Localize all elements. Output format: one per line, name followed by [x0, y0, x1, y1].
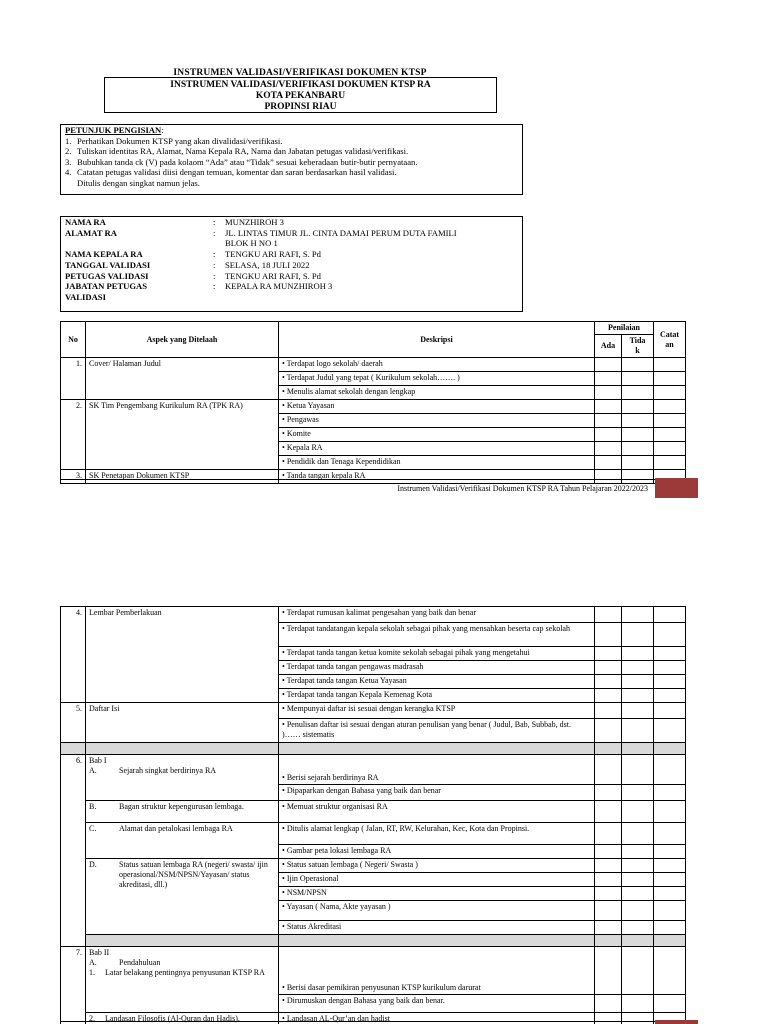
label-nama-ra: NAMA RA [65, 217, 106, 227]
tidak-checkbox[interactable] [622, 823, 654, 845]
catatan-line-2: an [665, 339, 674, 349]
bottom-accent-block [655, 1020, 698, 1024]
tidak-checkbox[interactable] [622, 785, 654, 801]
ada-checkbox[interactable] [595, 623, 622, 647]
tidak-checkbox[interactable] [622, 689, 654, 703]
description-cell: • Penulisan daftar isi sesuai dengan aturan penulisan yang benar ( Judul, Bab, Subbab, dst. )…… sistematis [279, 719, 595, 743]
sub-number: 2. [89, 1014, 95, 1023]
header-no: No [61, 322, 86, 358]
alamat-line-2: BLOK H NO 1 [225, 238, 278, 249]
instruction-item [65, 167, 518, 178]
table-row [61, 859, 686, 873]
sub-aspect-text: Sejarah singkat berdirinya RA [119, 766, 217, 775]
table-row [61, 755, 686, 785]
value-alamat-ra [225, 228, 518, 249]
instruction-text: Bubuhkan tanda ck (V) pada kolaom “Ada” atau “Tidak” sesuai keberadaan butir-butir pernyataan. [77, 156, 418, 167]
description-cell: • Terdapat tanda tangan Kepala Kemenag Kota [279, 689, 595, 703]
description-cell: • Status satuan lembaga ( Negeri/ Swasta ) [279, 859, 595, 873]
jabatan-label-line-2: VALIDASI [65, 291, 106, 302]
sub-letter: A. [89, 958, 97, 967]
footer-accent-block [655, 478, 698, 498]
tidak-checkbox[interactable] [622, 887, 654, 901]
description-cell: • Dipaparkan dengan Bahasa yang baik dan benar [279, 785, 595, 801]
separator: : [213, 281, 216, 292]
description-text: Terdapat tanda tangan ketua komite sekolah sebagai pihak yang mengetahui [286, 648, 530, 657]
tidak-checkbox[interactable] [622, 845, 654, 859]
tidak-checkbox[interactable] [622, 607, 654, 623]
title-box [104, 77, 497, 113]
description-text: Status Akreditasi [286, 922, 342, 931]
title-line-1: INSTRUMEN VALIDASI/VERIFIKASI DOKUMEN KTSP RA [170, 80, 431, 90]
sub-aspect-text: Pendahuluan [119, 958, 161, 967]
catatan-field[interactable] [654, 442, 686, 456]
tidak-checkbox[interactable] [622, 661, 654, 675]
chapter-label: Bab II [89, 948, 110, 957]
description-cell: • Terdapat tanda tangan ketua komite sekolah sebagai pihak yang mengetahui [279, 647, 595, 661]
title-line-3: PROPINSI RIAU [264, 102, 337, 112]
tidak-checkbox[interactable] [622, 1013, 654, 1024]
label-alamat-ra: ALAMAT RA [65, 227, 117, 238]
description-text: Dirumuskan dengan Bahasa yang baik dan benar. [286, 996, 445, 1005]
sub-aspect-text: Alamat dan petalokasi lembaga RA [119, 824, 233, 833]
tidak-line-1: Tida [629, 336, 646, 345]
instruction-continuation: Ditulis dengan singkat namun jelas. [77, 177, 200, 188]
table-row [61, 400, 686, 414]
title-line-2: KOTA PEKANBARU [255, 91, 346, 101]
tidak-checkbox[interactable] [622, 428, 654, 442]
header-penilaian: Penilaian [595, 322, 654, 335]
document-title: INSTRUMEN VALIDASI/VERIFIKASI DOKUMEN KTSP [173, 68, 427, 78]
catatan-field[interactable] [654, 947, 686, 995]
aspect-cell [86, 1013, 279, 1024]
description-cell: • Terdapat tanda tangan Ketua Yayasan [279, 675, 595, 689]
row-number: 6. [61, 755, 86, 947]
catatan-field[interactable] [654, 873, 686, 887]
description-text: Pendidik dan Tenaga Kependidikan [286, 457, 401, 466]
description-text: Komite [286, 429, 311, 438]
table-row [61, 703, 686, 719]
ada-checkbox[interactable] [595, 675, 622, 689]
aspect-cell [86, 823, 279, 859]
ada-checkbox[interactable] [595, 801, 622, 823]
separator: : [213, 270, 216, 281]
catatan-field[interactable] [654, 623, 686, 647]
ada-checkbox[interactable] [595, 873, 622, 887]
ada-checkbox[interactable] [595, 647, 622, 661]
description-text: Landasan AL-Qur’an dan hadist [286, 1014, 390, 1023]
separator: : [213, 259, 216, 270]
tidak-checkbox[interactable] [622, 947, 654, 995]
description-cell: • Ditulis alamat lengkap ( Jalan, RT, RW, Kelurahan, Kec, Kota dan Propinsi. [279, 823, 595, 845]
catatan-field[interactable] [654, 647, 686, 661]
header-deskripsi: Deskripsi [279, 322, 595, 358]
footer-text: Instrumen Validasi/Verifikasi Dokumen KTSP RA Tahun Pelajaran 2022/2023 [397, 484, 648, 493]
catatan-field[interactable] [654, 995, 686, 1013]
description-text: Dipaparkan dengan Bahasa yang baik dan benar [286, 786, 441, 795]
ada-checkbox[interactable] [595, 921, 622, 935]
description-text: Terdapat rumusan kalimat pengesahan yang baik dan benar [286, 608, 477, 617]
row-number: 4. [61, 607, 86, 703]
label-petugas-validasi: PETUGAS VALIDASI [65, 270, 149, 281]
tidak-checkbox[interactable] [622, 675, 654, 689]
ada-checkbox[interactable] [595, 442, 622, 456]
header-tidak [622, 335, 654, 358]
instruction-item [65, 136, 518, 147]
ada-checkbox[interactable] [595, 607, 622, 623]
tidak-checkbox[interactable] [622, 400, 654, 414]
ada-checkbox[interactable] [595, 1013, 622, 1024]
instruction-number: 2. [65, 146, 72, 157]
instruction-item [65, 157, 518, 168]
catatan-field[interactable] [654, 703, 686, 719]
ada-checkbox[interactable] [595, 372, 622, 386]
tidak-checkbox[interactable] [622, 372, 654, 386]
catatan-field[interactable] [654, 358, 686, 372]
ada-checkbox[interactable] [595, 661, 622, 675]
row-number: 3. [61, 470, 86, 484]
separator: : [213, 249, 216, 260]
header-catatan [654, 322, 686, 358]
description-cell: • Kepala RA [279, 442, 595, 456]
description-text: Tanda tangan kepala RA [286, 471, 366, 480]
tidak-checkbox[interactable] [622, 801, 654, 823]
separator-row [61, 743, 686, 755]
description-text: Terdapat tanda tangan Ketua Yayasan [286, 676, 407, 685]
tidak-checkbox[interactable] [622, 623, 654, 647]
ada-checkbox[interactable] [595, 845, 622, 859]
table-row [61, 947, 686, 995]
ada-checkbox[interactable] [595, 400, 622, 414]
ada-checkbox[interactable] [595, 995, 622, 1013]
description-cell: • Komite [279, 428, 595, 442]
label-jabatan-petugas [65, 281, 213, 302]
tidak-checkbox[interactable] [622, 995, 654, 1013]
catatan-field[interactable] [654, 901, 686, 921]
description-cell: • Terdapat tanda tangan pengawas madrasah [279, 661, 595, 675]
validation-table-page-1 [60, 321, 686, 484]
description-text: Ketua Yayasan [286, 401, 335, 410]
aspect-cell: Cover/ Halaman Judul [86, 358, 279, 400]
description-cell: • Terdapat tandatangan kepala sekolah sebagai pihak yang mensahkan beserta cap sekolah [279, 623, 595, 647]
tidak-checkbox[interactable] [622, 414, 654, 428]
separator-row [61, 935, 686, 947]
description-cell: • Memuat struktur organisasi RA [279, 801, 595, 823]
description-text: Menulis alamat sekolah dengan lengkap [286, 387, 416, 396]
sub-number: 1. [89, 968, 95, 977]
tidak-checkbox[interactable] [622, 647, 654, 661]
tidak-checkbox[interactable] [622, 719, 654, 743]
instruction-text: Catatan petugas validasi diisi dengan temuan, komentar dan saran berdasarkan hasil validasi. [77, 167, 397, 178]
catatan-line-1: Catat [659, 329, 680, 339]
sub-aspect-text: Bagan struktur kepengurusan lembaga. [119, 802, 244, 811]
separator: : [213, 227, 216, 238]
description-text: Berisi sejarah berdirinya RA [286, 773, 379, 782]
instruction-text: Perhatikan Dokumen KTSP yang akan divalidasi/verifikasi. [77, 135, 283, 146]
value-kepala-ra: TENGKU ARI RAFI, S. Pd [225, 249, 321, 260]
value-nama-ra: MUNZHIROH 3 [225, 217, 284, 227]
ada-checkbox[interactable] [595, 823, 622, 845]
catatan-field[interactable] [654, 414, 686, 428]
description-text: Terdapat tandatangan kepala sekolah sebagai pihak yang mensahkan beserta cap sekolah [286, 624, 570, 633]
ada-checkbox[interactable] [595, 947, 622, 995]
table-row [61, 607, 686, 623]
ada-checkbox[interactable] [595, 901, 622, 921]
row-number: 5. [61, 703, 86, 743]
ada-checkbox[interactable] [595, 703, 622, 719]
label-tanggal-validasi: TANGGAL VALIDASI [65, 259, 151, 270]
row-number: 7. [61, 947, 86, 1024]
instruction-item [65, 146, 518, 157]
description-cell: • Ketua Yayasan [279, 400, 595, 414]
description-text: Ditulis alamat lengkap ( Jalan, RT, RW, Kelurahan, Kec, Kota dan Propinsi. [286, 824, 530, 833]
ada-checkbox[interactable] [595, 689, 622, 703]
aspect-cell [86, 859, 279, 935]
instruction-number: 4. [65, 167, 72, 178]
tidak-line-2: k [635, 346, 640, 355]
description-text: Memuat struktur organisasi RA [286, 802, 388, 811]
description-cell: • Yayasan ( Nama, Akte yayasan ) [279, 901, 595, 921]
separator: : [213, 217, 216, 227]
instruction-number: 1. [65, 135, 72, 146]
table-row [61, 1013, 686, 1024]
aspect-cell: Daftar Isi [86, 703, 279, 743]
table-row [61, 823, 686, 845]
tidak-checkbox[interactable] [622, 859, 654, 873]
ada-checkbox[interactable] [595, 428, 622, 442]
description-cell: • Terdapat rumusan kalimat pengesahan yang baik dan benar [279, 607, 595, 623]
sub-letter: C. [89, 824, 97, 833]
sub-aspect-text: Landasan Filosofis (Al-Quran dan Hadis), [105, 1014, 240, 1023]
sub-letter: A. [89, 766, 97, 775]
value-petugas-validasi: TENGKU ARI RAFI, S. Pd [225, 270, 321, 281]
description-text: Terdapat Judul yang tepat ( Kurikulum sekolah……. ) [286, 373, 460, 382]
description-cell: • Berisi dasar pemikiran penyusunan KTSP kurikulum darurat [279, 947, 595, 995]
tidak-checkbox[interactable] [622, 921, 654, 935]
description-text: NSM/NPSN [286, 888, 327, 897]
description-cell: • Mempunyai daftar isi sesuai dengan kerangka KTSP [279, 703, 595, 719]
catatan-field[interactable] [654, 689, 686, 703]
catatan-field[interactable] [654, 400, 686, 414]
description-cell: • Gambar peta lokasi lembaga RA [279, 845, 595, 859]
description-text: Status satuan lembaga ( Negeri/ Swasta ) [286, 860, 418, 869]
instructions-colon: : [161, 125, 164, 135]
footer-divider [60, 479, 655, 480]
header-aspek: Aspek yang Ditelaah [86, 322, 279, 358]
table-row [61, 470, 686, 484]
description-cell: • Tanda tangan kepala RA [279, 470, 595, 484]
tidak-checkbox[interactable] [622, 873, 654, 887]
ada-checkbox[interactable] [595, 414, 622, 428]
sub-letter: B. [89, 802, 97, 811]
description-text: Terdapat tanda tangan pengawas madrasah [286, 662, 424, 671]
catatan-field[interactable] [654, 823, 686, 845]
table-row [61, 358, 686, 372]
bottom-divider [60, 1021, 655, 1022]
catatan-field[interactable] [654, 675, 686, 689]
aspect-cell: SK Tim Pengembang Kurikulum RA (TPK RA) [86, 400, 279, 470]
description-cell: • Terdapat Judul yang tepat ( Kurikulum sekolah……. ) [279, 372, 595, 386]
description-text: Penulisan daftar isi sesuai dengan aturan penulisan yang benar ( Judul, Bab, Subbab, dst. )…… sistematis [282, 720, 571, 739]
description-cell: • Pengawas [279, 414, 595, 428]
description-cell: • Berisi sejarah berdirinya RA [279, 755, 595, 785]
instructions-title: PETUNJUK PENGISIAN [65, 125, 162, 135]
ada-checkbox[interactable] [595, 456, 622, 470]
ada-checkbox[interactable] [595, 386, 622, 400]
header-ada: Ada [595, 335, 622, 358]
description-cell: • Dirumuskan dengan Bahasa yang baik dan benar. [279, 995, 595, 1013]
ada-checkbox[interactable] [595, 859, 622, 873]
description-cell: • Terdapat logo sekolah/ daerah [279, 358, 595, 372]
tidak-checkbox[interactable] [622, 386, 654, 400]
tidak-checkbox[interactable] [622, 901, 654, 921]
description-text: Mempunyai daftar isi sesuai dengan kerangka KTSP [286, 704, 456, 713]
aspect-cell [86, 801, 279, 823]
description-text: Kepala RA [286, 443, 323, 452]
catatan-field[interactable] [654, 801, 686, 823]
value-tanggal-validasi: SELASA, 18 JULI 2022 [225, 259, 310, 270]
catatan-field[interactable] [654, 887, 686, 901]
alamat-line-1: JL. LINTAS TIMUR JL. CINTA DAMAI PERUM DUTA FAMILI [225, 227, 457, 238]
aspect-cell [86, 755, 279, 801]
sub-aspect-text: Status satuan lembaga RA (negeri/ swasta/ ijin operasional/NSM/NPSN/Yayasan/ status akreditasi, dll.) [119, 860, 268, 889]
tidak-checkbox[interactable] [622, 703, 654, 719]
ada-checkbox[interactable] [595, 358, 622, 372]
description-cell: • Ijin Operasional [279, 873, 595, 887]
catatan-field[interactable] [654, 428, 686, 442]
catatan-field[interactable] [654, 845, 686, 859]
value-jabatan-petugas: KEPALA RA MUNZHIROH 3 [225, 281, 333, 292]
tidak-checkbox[interactable] [622, 358, 654, 372]
tidak-checkbox[interactable] [622, 456, 654, 470]
instruction-number: 3. [65, 156, 72, 167]
description-text: Terdapat tanda tangan Kepala Kemenag Kota [286, 690, 433, 699]
description-text: Ijin Operasional [286, 874, 339, 883]
description-text: Terdapat logo sekolah/ daerah [286, 359, 383, 368]
sub-aspect-text: Latar belakang pentingnya penyusunan KTSP RA [105, 968, 265, 977]
row-number: 2. [61, 400, 86, 470]
catatan-field[interactable] [654, 755, 686, 785]
description-text: Berisi dasar pemikiran penyusunan KTSP kurikulum darurat [286, 983, 481, 992]
description-cell: • Landasan AL-Qur’an dan hadist [279, 1013, 595, 1024]
tidak-checkbox[interactable] [622, 470, 654, 484]
description-text: Pengawas [286, 415, 319, 424]
catatan-field[interactable] [654, 456, 686, 470]
catatan-field[interactable] [654, 372, 686, 386]
identity-box [60, 216, 523, 312]
ada-checkbox[interactable] [595, 785, 622, 801]
tidak-checkbox[interactable] [622, 442, 654, 456]
description-text: Gambar peta lokasi lembaga RA [286, 846, 392, 855]
description-text: Yayasan ( Nama, Akte yayasan ) [286, 902, 391, 911]
catatan-field[interactable] [654, 607, 686, 623]
catatan-field[interactable] [654, 719, 686, 743]
ada-checkbox[interactable] [595, 470, 622, 484]
jabatan-label-line-1: JABATAN PETUGAS [65, 281, 148, 292]
ada-checkbox[interactable] [595, 719, 622, 743]
label-kepala-ra: NAMA KEPALA RA [65, 249, 143, 260]
description-cell: • Menulis alamat sekolah dengan lengkap [279, 386, 595, 400]
instruction-text: Tuliskan identitas RA, Alamat, Nama Kepala RA, Nama dan Jabatan petugas validasi/verifikasi. [77, 146, 409, 157]
chapter-label: Bab I [89, 756, 107, 765]
ada-checkbox[interactable] [595, 755, 622, 785]
description-cell: • Status Akreditasi [279, 921, 595, 935]
row-number: 1. [61, 358, 86, 400]
description-cell: • Pendidik dan Tenaga Kependidikan [279, 456, 595, 470]
aspect-cell [86, 947, 279, 1013]
table-row [61, 801, 686, 823]
catatan-field[interactable] [654, 921, 686, 935]
catatan-field[interactable] [654, 859, 686, 873]
ada-checkbox[interactable] [595, 887, 622, 901]
aspect-cell: Lembar Pemberlakuan [86, 607, 279, 703]
catatan-field[interactable] [654, 661, 686, 675]
description-cell: • NSM/NPSN [279, 887, 595, 901]
catatan-field[interactable] [654, 386, 686, 400]
tidak-checkbox[interactable] [622, 755, 654, 785]
validation-table-page-2 [60, 606, 686, 1024]
aspect-cell: SK Penetapan Dokumen KTSP [86, 470, 279, 484]
instructions-box [60, 124, 523, 195]
sub-letter: D. [89, 860, 97, 869]
catatan-field[interactable] [654, 785, 686, 801]
